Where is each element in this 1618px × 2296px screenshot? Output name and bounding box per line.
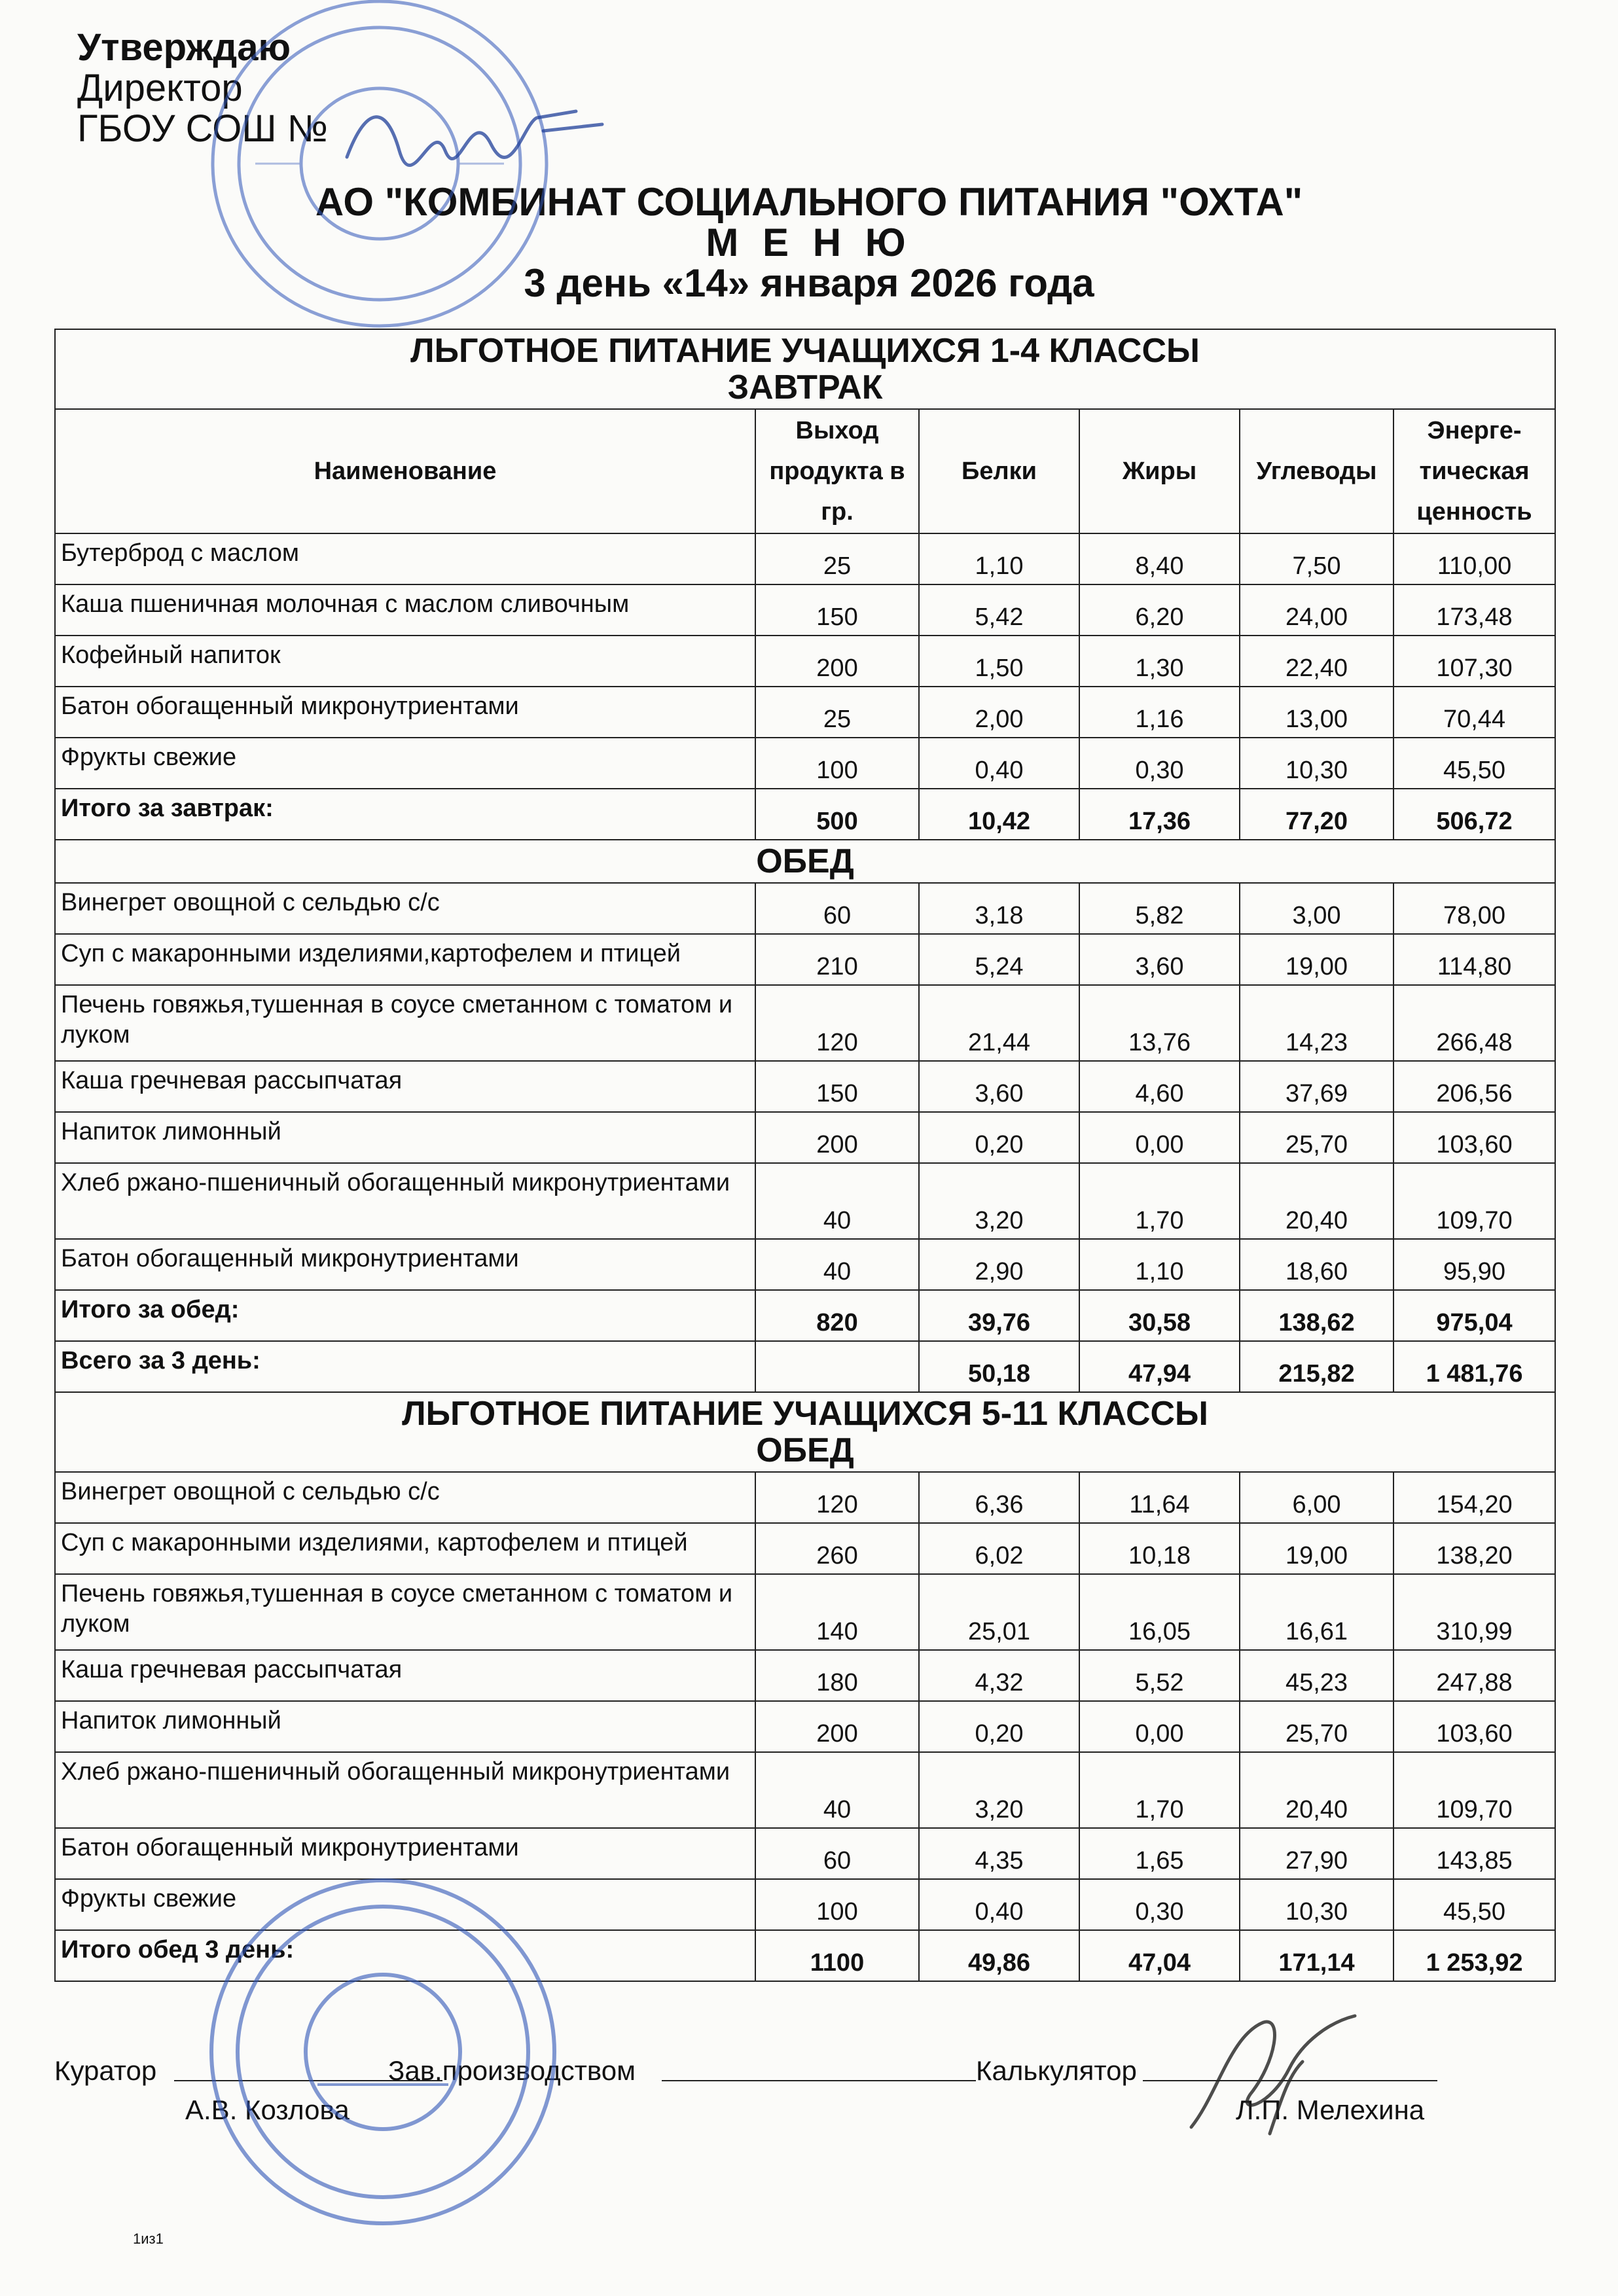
cell-energy: 109,70: [1393, 1163, 1555, 1239]
dish-name: Хлеб ржано-пшеничный обогащенный микронутриентами: [55, 1752, 755, 1828]
dish-name: Суп с макаронными изделиями,картофелем и птицей: [55, 934, 755, 985]
cell-protein: 0,20: [919, 1701, 1079, 1752]
dish-name: Печень говяжья,тушенная в соусе сметанном с томатом и луком: [55, 985, 755, 1061]
cell-yield: 150: [755, 584, 919, 636]
section-title: [55, 1392, 1555, 1472]
section-title: [55, 329, 1555, 409]
cell-protein: 3,20: [919, 1163, 1079, 1239]
cell-yield: 180: [755, 1650, 919, 1701]
menu-item-row: [55, 883, 1555, 934]
cell-protein: 10,42: [919, 789, 1079, 840]
section-heading: ОБЕД: [756, 1431, 854, 1469]
curator-label: Куратор: [54, 2055, 157, 2086]
cell-fat: 1,30: [1079, 636, 1240, 687]
menu-item-row: [55, 1752, 1555, 1828]
cell-protein: 21,44: [919, 985, 1079, 1061]
cell-protein: 0,40: [919, 738, 1079, 789]
cell-protein: 2,00: [919, 687, 1079, 738]
cell-yield: 260: [755, 1523, 919, 1574]
page-number: 1из1: [133, 2231, 164, 2247]
cell-fat: 8,40: [1079, 533, 1240, 584]
cell-carbs: 10,30: [1240, 1879, 1393, 1930]
cell-yield: 210: [755, 934, 919, 985]
cell-energy: 114,80: [1393, 934, 1555, 985]
cell-energy: 95,90: [1393, 1239, 1555, 1290]
dish-name: Бутерброд с маслом: [55, 533, 755, 584]
cell-energy: 138,20: [1393, 1523, 1555, 1574]
cell-energy: 78,00: [1393, 883, 1555, 934]
cell-fat: 0,00: [1079, 1112, 1240, 1163]
section-title-row: [55, 329, 1555, 409]
dish-name: Батон обогащенный микронутриентами: [55, 687, 755, 738]
cell-protein: 4,32: [919, 1650, 1079, 1701]
cell-yield: 40: [755, 1163, 919, 1239]
menu-item-row: [55, 1574, 1555, 1650]
dish-name: Печень говяжья,тушенная в соусе сметанном с томатом и луком: [55, 1574, 755, 1650]
menu-item-row: [55, 584, 1555, 636]
cell-carbs: 138,62: [1240, 1290, 1393, 1341]
cell-energy: 45,50: [1393, 1879, 1555, 1930]
cell-carbs: 19,00: [1240, 1523, 1393, 1574]
cell-fat: 1,10: [1079, 1239, 1240, 1290]
total-row: [55, 1341, 1555, 1392]
cell-fat: 30,58: [1079, 1290, 1240, 1341]
cell-yield: 60: [755, 883, 919, 934]
column-header-row: [55, 409, 1555, 533]
cell-yield: 820: [755, 1290, 919, 1341]
section-heading: ЛЬГОТНОЕ ПИТАНИЕ УЧАЩИХСЯ 5-11 КЛАССЫ: [402, 1395, 1208, 1433]
col-yield-header: Выход продукта в гр.: [755, 409, 919, 533]
approval-title: Утверждаю: [77, 26, 291, 69]
cell-protein: 3,20: [919, 1752, 1079, 1828]
cell-protein: 0,40: [919, 1879, 1079, 1930]
calculator-name: Л.П. Мелехина: [1236, 2094, 1425, 2125]
total-label: Итого обед 3 день:: [55, 1930, 755, 1981]
total-label: Итого за завтрак:: [55, 789, 755, 840]
cell-protein: 50,18: [919, 1341, 1079, 1392]
section-heading: ОБЕД: [756, 842, 854, 880]
cell-fat: 0,30: [1079, 738, 1240, 789]
menu-item-row: [55, 738, 1555, 789]
dish-name: Фрукты свежие: [55, 1879, 755, 1930]
cell-fat: 17,36: [1079, 789, 1240, 840]
cell-carbs: 27,90: [1240, 1828, 1393, 1879]
cell-carbs: 6,00: [1240, 1472, 1393, 1523]
cell-energy: 310,99: [1393, 1574, 1555, 1650]
cell-protein: 4,35: [919, 1828, 1079, 1879]
cell-energy: 103,60: [1393, 1112, 1555, 1163]
section-title: [55, 840, 1555, 883]
cell-fat: 4,60: [1079, 1061, 1240, 1112]
cell-fat: 47,94: [1079, 1341, 1240, 1392]
cell-yield: [755, 1341, 919, 1392]
dish-name: Каша пшеничная молочная с маслом сливочным: [55, 584, 755, 636]
cell-carbs: 171,14: [1240, 1930, 1393, 1981]
cell-carbs: 10,30: [1240, 738, 1393, 789]
approval-school: ГБОУ СОШ №: [77, 107, 328, 150]
cell-yield: 100: [755, 738, 919, 789]
menu-item-row: [55, 636, 1555, 687]
canteen-stamp-icon: [200, 1869, 566, 2235]
cell-yield: 200: [755, 1701, 919, 1752]
cell-fat: 13,76: [1079, 985, 1240, 1061]
cell-fat: 1,65: [1079, 1828, 1240, 1879]
cell-energy: 506,72: [1393, 789, 1555, 840]
cell-carbs: 7,50: [1240, 533, 1393, 584]
cell-protein: 1,50: [919, 636, 1079, 687]
total-label: Итого за обед:: [55, 1290, 755, 1341]
cell-protein: 5,24: [919, 934, 1079, 985]
cell-carbs: 215,82: [1240, 1341, 1393, 1392]
menu-item-row: [55, 1163, 1555, 1239]
cell-yield: 40: [755, 1239, 919, 1290]
cell-protein: 1,10: [919, 533, 1079, 584]
cell-energy: 1 481,76: [1393, 1341, 1555, 1392]
cell-fat: 1,70: [1079, 1163, 1240, 1239]
cell-protein: 0,20: [919, 1112, 1079, 1163]
cell-energy: 1 253,92: [1393, 1930, 1555, 1981]
menu-item-row: [55, 934, 1555, 985]
menu-date: 3 день «14» января 2026 года: [524, 261, 1094, 305]
dish-name: Фрукты свежие: [55, 738, 755, 789]
organization-name: АО "КОМБИНАТ СОЦИАЛЬНОГО ПИТАНИЯ "ОХТА": [315, 180, 1303, 224]
cell-energy: 975,04: [1393, 1290, 1555, 1341]
menu-item-row: [55, 1112, 1555, 1163]
cell-yield: 200: [755, 636, 919, 687]
cell-protein: 3,18: [919, 883, 1079, 934]
cell-yield: 40: [755, 1752, 919, 1828]
cell-carbs: 45,23: [1240, 1650, 1393, 1701]
menu-table-body: [55, 329, 1555, 1981]
cell-carbs: 19,00: [1240, 934, 1393, 985]
cell-carbs: 16,61: [1240, 1574, 1393, 1650]
calculator-signature-icon: [1172, 1996, 1368, 2153]
section-title-row: [55, 840, 1555, 883]
col-energy-header: Энерге-тическая ценность: [1393, 409, 1555, 533]
cell-carbs: 20,40: [1240, 1163, 1393, 1239]
menu-item-row: [55, 985, 1555, 1061]
cell-protein: 2,90: [919, 1239, 1079, 1290]
total-row: [55, 1290, 1555, 1341]
cell-yield: 200: [755, 1112, 919, 1163]
cell-energy: 154,20: [1393, 1472, 1555, 1523]
cell-carbs: 14,23: [1240, 985, 1393, 1061]
cell-energy: 173,48: [1393, 584, 1555, 636]
cell-fat: 47,04: [1079, 1930, 1240, 1981]
cell-yield: 100: [755, 1879, 919, 1930]
calculator-label: Калькулятор: [976, 2055, 1137, 2086]
cell-protein: 6,36: [919, 1472, 1079, 1523]
dish-name: Батон обогащенный микронутриентами: [55, 1239, 755, 1290]
cell-energy: 110,00: [1393, 533, 1555, 584]
section1-title: ЛЬГОТНОЕ ПИТАНИЕ УЧАЩИХСЯ 1-4 КЛАССЫ: [410, 332, 1200, 370]
col-name-header: Наименование: [55, 409, 755, 533]
total-label: Всего за 3 день:: [55, 1341, 755, 1392]
cell-protein: 39,76: [919, 1290, 1079, 1341]
director-signature-icon: [340, 79, 615, 196]
curator-name: А.В. Козлова: [185, 2094, 350, 2125]
cell-energy: 109,70: [1393, 1752, 1555, 1828]
dish-name: Кофейный напиток: [55, 636, 755, 687]
menu-item-row: [55, 1701, 1555, 1752]
cell-energy: 45,50: [1393, 738, 1555, 789]
production-label: Зав.производством: [388, 2055, 636, 2086]
menu-item-row: [55, 1239, 1555, 1290]
dish-name: Винегрет овощной с сельдью с/с: [55, 883, 755, 934]
cell-fat: 11,64: [1079, 1472, 1240, 1523]
cell-protein: 6,02: [919, 1523, 1079, 1574]
dish-name: Напиток лимонный: [55, 1112, 755, 1163]
menu-item-row: [55, 1523, 1555, 1574]
production-signature-line: [662, 2054, 976, 2081]
cell-fat: 1,16: [1079, 687, 1240, 738]
cell-carbs: 18,60: [1240, 1239, 1393, 1290]
cell-yield: 120: [755, 985, 919, 1061]
cell-fat: 5,52: [1079, 1650, 1240, 1701]
cell-carbs: 3,00: [1240, 883, 1393, 934]
cell-yield: 1100: [755, 1930, 919, 1981]
menu-title: М Е Н Ю: [706, 221, 912, 264]
section-title-row: [55, 1392, 1555, 1472]
cell-fat: 6,20: [1079, 584, 1240, 636]
cell-energy: 206,56: [1393, 1061, 1555, 1112]
cell-fat: 10,18: [1079, 1523, 1240, 1574]
cell-protein: 25,01: [919, 1574, 1079, 1650]
dish-name: Каша гречневая рассыпчатая: [55, 1061, 755, 1112]
cell-energy: 266,48: [1393, 985, 1555, 1061]
dish-name: Батон обогащенный микронутриентами: [55, 1828, 755, 1879]
cell-protein: 49,86: [919, 1930, 1079, 1981]
menu-item-row: [55, 1472, 1555, 1523]
menu-item-row: [55, 1061, 1555, 1112]
cell-carbs: 13,00: [1240, 687, 1393, 738]
menu-table: [54, 329, 1556, 1982]
col-carbs-header: Углеводы: [1240, 409, 1393, 533]
cell-carbs: 25,70: [1240, 1701, 1393, 1752]
cell-energy: 107,30: [1393, 636, 1555, 687]
dish-name: Напиток лимонный: [55, 1701, 755, 1752]
cell-energy: 103,60: [1393, 1701, 1555, 1752]
cell-yield: 500: [755, 789, 919, 840]
cell-carbs: 25,70: [1240, 1112, 1393, 1163]
dish-name: Суп с макаронными изделиями, картофелем и птицей: [55, 1523, 755, 1574]
menu-item-row: [55, 1650, 1555, 1701]
cell-carbs: 20,40: [1240, 1752, 1393, 1828]
cell-fat: 0,00: [1079, 1701, 1240, 1752]
cell-fat: 16,05: [1079, 1574, 1240, 1650]
cell-carbs: 22,40: [1240, 636, 1393, 687]
cell-yield: 25: [755, 687, 919, 738]
dish-name: Винегрет овощной с сельдью с/с: [55, 1472, 755, 1523]
cell-yield: 150: [755, 1061, 919, 1112]
cell-energy: 247,88: [1393, 1650, 1555, 1701]
cell-yield: 60: [755, 1828, 919, 1879]
cell-energy: 70,44: [1393, 687, 1555, 738]
menu-item-row: [55, 687, 1555, 738]
menu-item-row: [55, 533, 1555, 584]
col-fat-header: Жиры: [1079, 409, 1240, 533]
dish-name: Хлеб ржано-пшеничный обогащенный микронутриентами: [55, 1163, 755, 1239]
cell-carbs: 37,69: [1240, 1061, 1393, 1112]
cell-carbs: 77,20: [1240, 789, 1393, 840]
cell-fat: 3,60: [1079, 934, 1240, 985]
cell-fat: 0,30: [1079, 1879, 1240, 1930]
breakfast-title: ЗАВТРАК: [727, 368, 883, 406]
cell-protein: 5,42: [919, 584, 1079, 636]
cell-yield: 140: [755, 1574, 919, 1650]
cell-carbs: 24,00: [1240, 584, 1393, 636]
approval-position: Директор: [77, 67, 243, 109]
cell-fat: 1,70: [1079, 1752, 1240, 1828]
total-row: [55, 789, 1555, 840]
col-protein-header: Белки: [919, 409, 1079, 533]
cell-energy: 143,85: [1393, 1828, 1555, 1879]
cell-yield: 120: [755, 1472, 919, 1523]
cell-fat: 5,82: [1079, 883, 1240, 934]
dish-name: Каша гречневая рассыпчатая: [55, 1650, 755, 1701]
cell-protein: 3,60: [919, 1061, 1079, 1112]
cell-yield: 25: [755, 533, 919, 584]
